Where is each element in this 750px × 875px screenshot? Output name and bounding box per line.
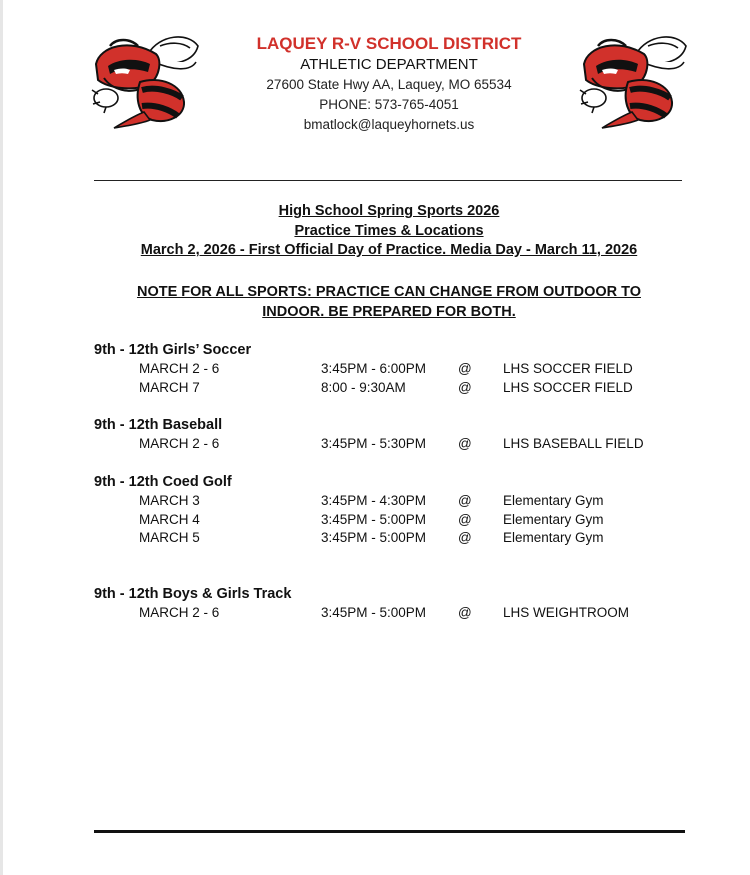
- practice-note: [94, 283, 684, 322]
- practice-time: 3:45PM - 5:00PM: [321, 511, 427, 527]
- note-line-2: INDOOR. BE PREPARED FOR BOTH.: [262, 303, 516, 320]
- letterhead: [200, 34, 578, 135]
- schedule-row: [94, 435, 694, 454]
- sport-title: 9th - 12th Boys & Girls Track: [94, 586, 292, 602]
- title-line-2: Practice Times & Locations: [294, 222, 484, 239]
- school-name: LAQUEY R-V SCHOOL DISTRICT: [256, 34, 522, 53]
- sport-title: 9th - 12th Coed Golf: [94, 474, 232, 490]
- practice-time: 3:45PM - 4:30PM: [321, 493, 427, 508]
- sport-section-girls-soccer: [94, 341, 694, 397]
- practice-location: LHS SOCCER FIELD: [503, 379, 633, 395]
- practice-date: MARCH 3: [139, 493, 200, 508]
- at-symbol: @: [458, 379, 472, 395]
- practice-date: MARCH 4: [139, 511, 200, 527]
- practice-location: Elementary Gym: [503, 493, 604, 508]
- header-divider: [94, 180, 682, 181]
- practice-date: MARCH 2 - 6: [139, 361, 220, 376]
- title-line-1: High School Spring Sports 2026: [278, 203, 500, 219]
- practice-date: MARCH 2 - 6: [139, 436, 220, 451]
- sport-section-baseball: [94, 416, 694, 454]
- schedule-row: [94, 511, 694, 530]
- sport-section-track: [94, 585, 694, 623]
- at-symbol: @: [458, 493, 472, 508]
- hornet-mascot-icon: [578, 32, 690, 130]
- page-edge-shadow: [0, 0, 3, 875]
- practice-location: LHS SOCCER FIELD: [503, 361, 633, 376]
- practice-date: MARCH 7: [139, 379, 200, 395]
- footer-divider: [94, 830, 685, 833]
- sport-title: 9th - 12th Girls’ Soccer: [94, 342, 252, 358]
- practice-time: 3:45PM - 5:00PM: [321, 530, 427, 545]
- sport-title: 9th - 12th Baseball: [94, 417, 223, 433]
- at-symbol: @: [458, 361, 472, 376]
- document-title: [94, 202, 684, 261]
- practice-location: Elementary Gym: [503, 511, 604, 527]
- schedule-row: [94, 492, 694, 511]
- practice-date: MARCH 5: [139, 530, 200, 545]
- hornet-mascot-icon: [90, 32, 202, 130]
- at-symbol: @: [458, 605, 472, 620]
- email: bmatlock@laqueyhornets.us: [303, 117, 475, 132]
- practice-time: 8:00 - 9:30AM: [321, 379, 406, 395]
- at-symbol: @: [458, 511, 472, 527]
- address: 27600 State Hwy AA, Laquey, MO 65534: [266, 77, 512, 92]
- practice-date: MARCH 2 - 6: [139, 605, 220, 620]
- at-symbol: @: [458, 530, 472, 545]
- practice-time: 3:45PM - 6:00PM: [321, 361, 427, 376]
- practice-location: Elementary Gym: [503, 530, 604, 545]
- title-line-3: March 2, 2026 - First Official Day of Practice. Media Day - March 11, 2026: [140, 242, 638, 258]
- department-name: ATHLETIC DEPARTMENT: [300, 56, 478, 73]
- sport-section-coed-golf: [94, 473, 694, 548]
- practice-time: 3:45PM - 5:00PM: [321, 605, 427, 620]
- schedule-row: [94, 529, 694, 548]
- practice-location: LHS WEIGHTROOM: [503, 605, 630, 620]
- note-line-1: NOTE FOR ALL SPORTS: PRACTICE CAN CHANGE FROM OUTDOOR TO: [136, 284, 641, 300]
- schedule-row: [94, 360, 694, 379]
- at-symbol: @: [458, 436, 472, 451]
- practice-location: LHS BASEBALL FIELD: [503, 436, 644, 451]
- phone: PHONE: 573-765-4051: [319, 97, 459, 112]
- schedule-row: [94, 604, 694, 623]
- practice-time: 3:45PM - 5:30PM: [321, 436, 427, 451]
- schedule-row: [94, 379, 694, 398]
